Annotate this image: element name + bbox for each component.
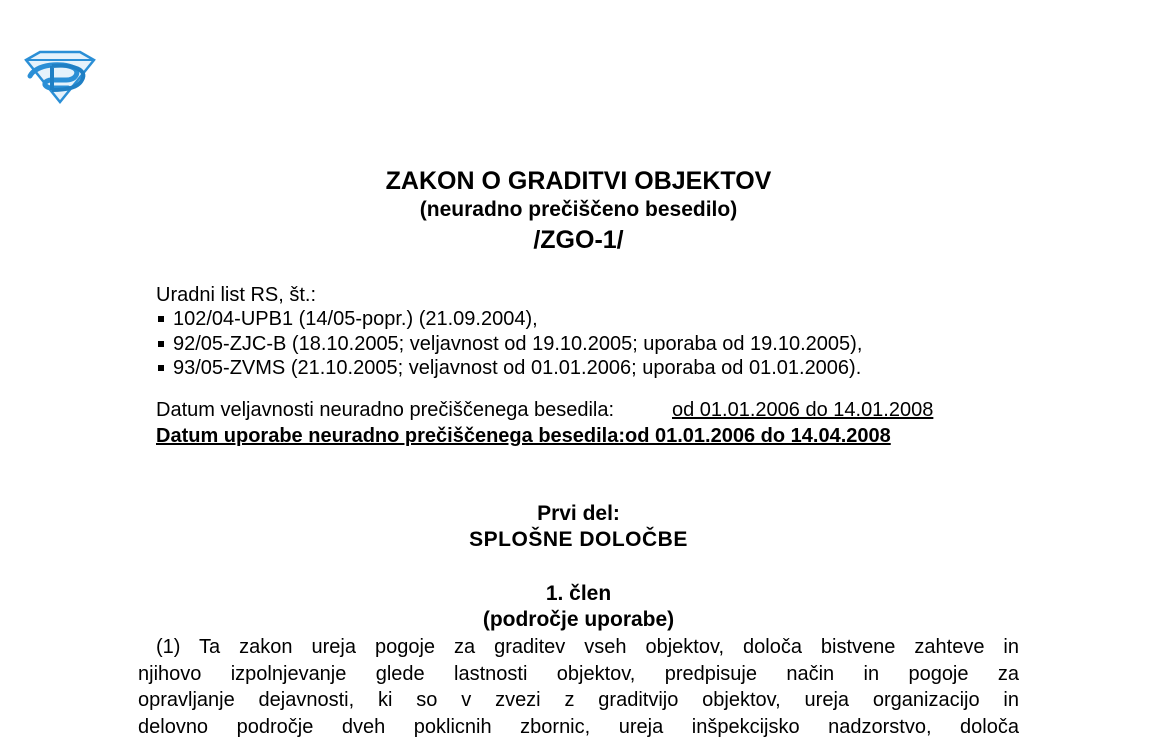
bullet-icon xyxy=(158,341,164,347)
usage-date xyxy=(156,423,891,449)
article-paragraph xyxy=(138,634,1019,740)
gazette-item: 92/05-ZJC-B (18.10.2005; veljavnost od 19.10.2005; uporaba od 19.10.2005), xyxy=(156,332,862,357)
bullet-icon xyxy=(158,365,164,371)
sd-diamond-icon xyxy=(22,50,96,104)
article-name: (področje uporabe) xyxy=(482,608,675,631)
paragraph-line: delovno področje dveh poklicnih zbornic, ureja inšpekcijsko nadzorstvo, določa xyxy=(138,715,1019,738)
gazette-label: Uradni list RS, št.: xyxy=(156,284,317,306)
usage-value: od 01.01.2006 do 14.04.2008 xyxy=(625,425,891,447)
law-subtitle: (neuradno prečiščeno besedilo) xyxy=(419,198,738,221)
paragraph-line: (1) Ta zakon ureja pogoje za graditev vseh objektov, določa bistvene zahteve in xyxy=(156,636,1019,658)
usage-label: Datum uporabe neuradno prečiščenega besedila: xyxy=(156,425,626,447)
part-name: SPLOŠNE DOLOČBE xyxy=(469,528,688,551)
paragraph-line: njihovo izpolnjevanje glede lastnosti objektov, predpisuje način in pogoje za xyxy=(138,662,1019,685)
validity-label: Datum veljavnosti neuradno prečiščenega besedila: xyxy=(156,399,615,421)
article-number: 1. člen xyxy=(545,582,612,605)
gazette-item: 102/04-UPB1 (14/05-popr.) (21.09.2004), xyxy=(156,307,862,332)
paragraph-line: opravljanje dejavnosti, ki so v zvezi z graditvijo objektov, ureja organizacijo in xyxy=(138,689,1019,711)
sd-logo xyxy=(22,50,96,104)
gazette-list xyxy=(156,307,862,381)
gazette-item: 93/05-ZVMS (21.10.2005; veljavnost od 01.01.2006; uporaba od 01.01.2006). xyxy=(156,356,862,381)
validity-value: od 01.01.2006 do 14.01.2008 xyxy=(672,399,934,421)
gazette-references xyxy=(156,283,862,381)
law-title: ZAKON O GRADITVI OBJEKTOV xyxy=(385,167,772,195)
law-abbreviation: /ZGO-1/ xyxy=(533,226,624,254)
bullet-icon xyxy=(158,316,164,322)
validity-date xyxy=(156,397,933,423)
part-number: Prvi del: xyxy=(537,502,620,525)
